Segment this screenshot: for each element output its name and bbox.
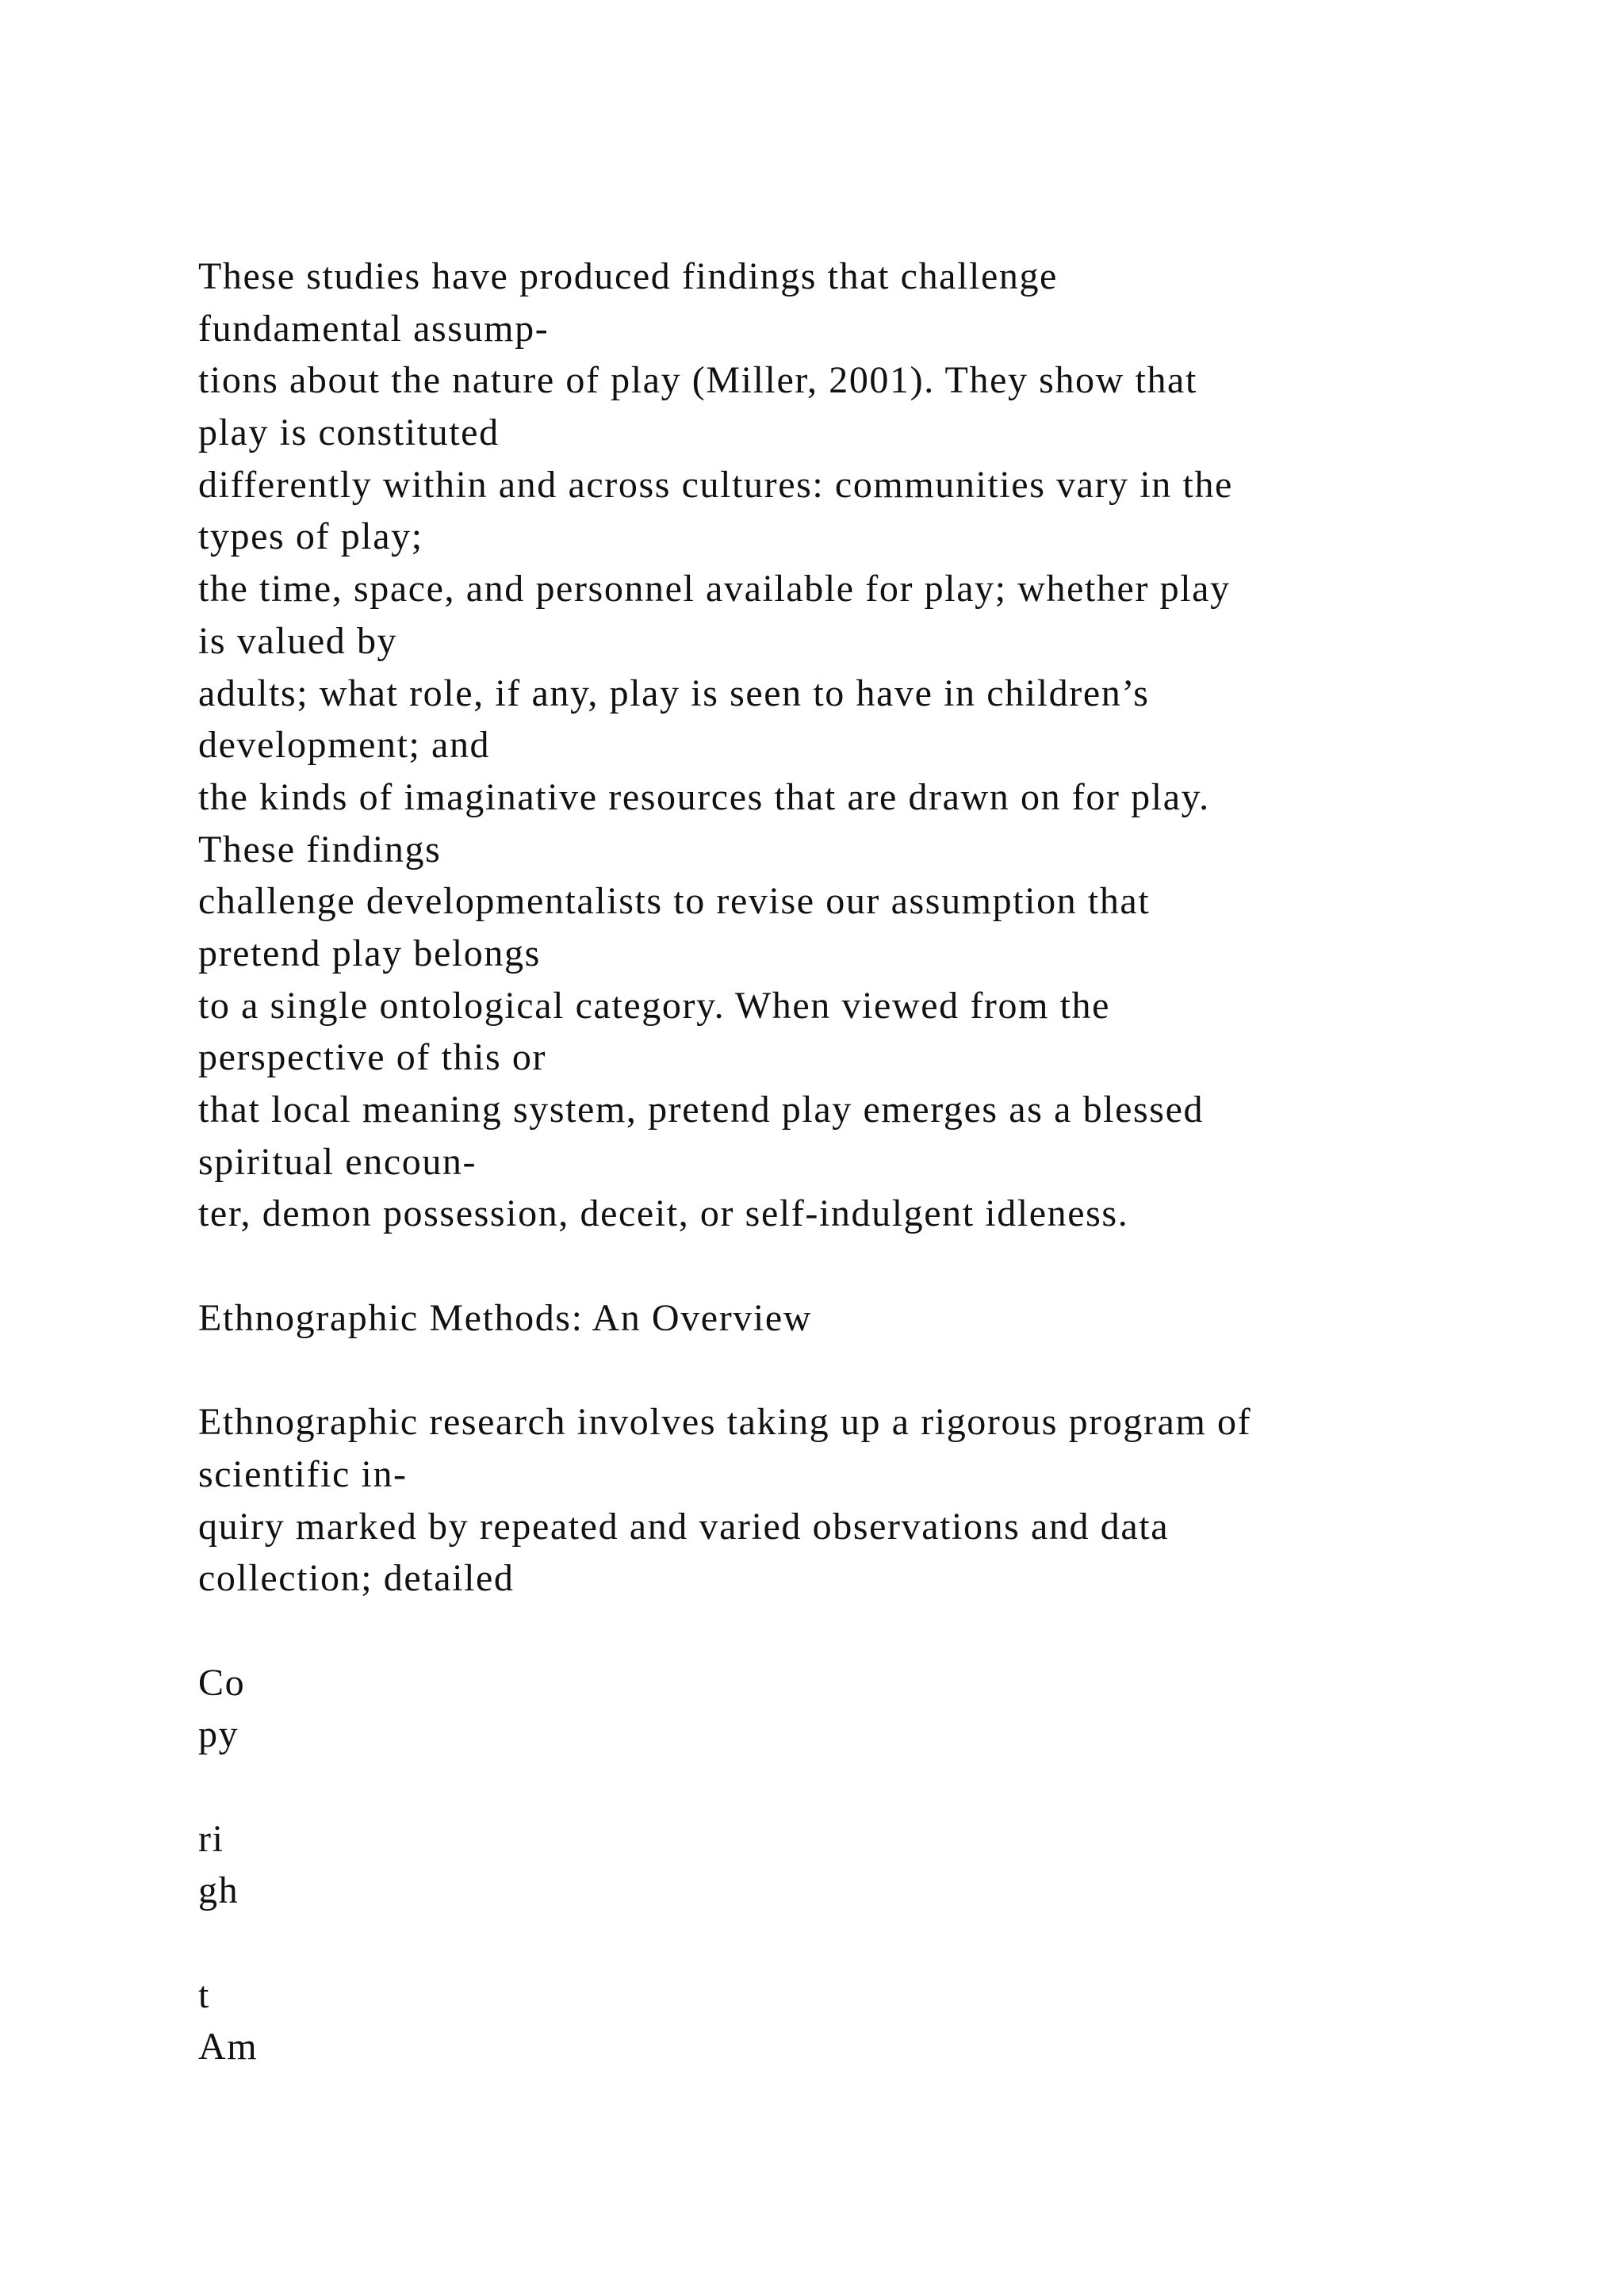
paragraph-gap: [198, 1917, 1546, 1969]
text-line: fundamental assump-: [198, 307, 550, 350]
text-line: is valued by: [198, 619, 398, 662]
document-text: [198, 251, 1546, 2073]
text-line: the time, space, and personnel available for play; whether play: [198, 568, 1231, 610]
watermark-fragment: gh: [198, 1869, 239, 1912]
watermark-fragment: t: [198, 1973, 210, 2016]
text-line: that local meaning system, pretend play emerges as a blessed: [198, 1089, 1205, 1131]
text-line: pretend play belongs: [198, 932, 541, 974]
watermark-fragment: py: [198, 1713, 239, 1756]
watermark-fragment-group: [198, 1657, 1546, 1761]
text-line: spiritual encoun-: [198, 1140, 477, 1183]
watermark-fragment: ri: [198, 1817, 224, 1860]
watermark-fragment-group: [198, 1969, 1546, 2073]
text-line: development; and: [198, 724, 491, 767]
text-line: These findings: [198, 828, 442, 871]
text-line: These studies have produced findings that challenge: [198, 255, 1058, 297]
text-line: scientific in-: [198, 1452, 408, 1495]
text-line: tions about the nature of play (Miller, 2001). They show that: [198, 359, 1197, 402]
text-line: ter, demon possession, deceit, or self-indulgent idleness.: [198, 1192, 1129, 1235]
text-line: perspective of this or: [198, 1036, 547, 1079]
body-paragraph: [198, 1396, 1546, 1605]
paragraph-gap: [198, 1605, 1546, 1657]
text-line: types of play;: [198, 515, 423, 558]
text-line: play is constituted: [198, 411, 500, 454]
text-line: differently within and across cultures: communities vary in the: [198, 463, 1233, 506]
text-line: Ethnographic research involves taking up a rigorous program of: [198, 1401, 1252, 1444]
watermark-fragment: Co: [198, 1661, 246, 1704]
watermark-fragment: Am: [198, 2026, 259, 2068]
body-paragraph: [198, 251, 1546, 1240]
paragraph-gap: [198, 1344, 1546, 1396]
text-line: quiry marked by repeated and varied observations and data: [198, 1505, 1170, 1548]
paragraph-gap: [198, 1761, 1546, 1813]
text-line: to a single ontological category. When viewed from the: [198, 984, 1111, 1027]
text-line: the kinds of imaginative resources that are drawn on for play.: [198, 775, 1210, 818]
paragraph-gap: [198, 1240, 1546, 1292]
text-line: challenge developmentalists to revise our assumption that: [198, 880, 1151, 923]
text-line: collection; detailed: [198, 1557, 515, 1600]
watermark-fragment-group: [198, 1813, 1546, 1917]
text-line: adults; what role, if any, play is seen to have in children’s: [198, 672, 1150, 714]
section-heading: Ethnographic Methods: An Overview: [198, 1296, 812, 1339]
